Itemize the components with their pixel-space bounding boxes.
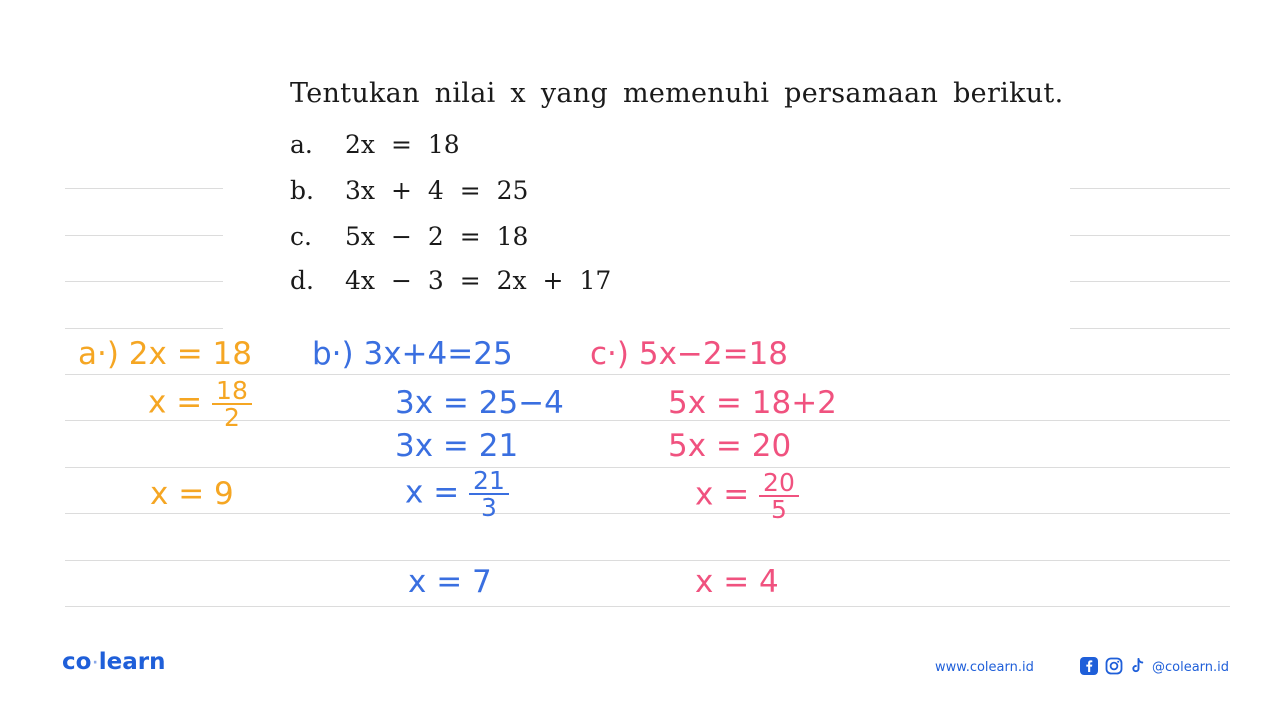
fraction-denominator: 5 <box>771 495 787 524</box>
tiktok-icon[interactable] <box>1129 657 1147 675</box>
ruled-line <box>65 467 1230 468</box>
facebook-icon[interactable] <box>1080 657 1098 675</box>
logo-text-co: co <box>62 649 92 675</box>
ruled-line <box>65 560 1230 561</box>
fraction-denominator: 2 <box>224 403 240 432</box>
instagram-icon[interactable] <box>1105 657 1123 675</box>
solution-a-line-3: x = 9 <box>150 476 234 512</box>
solution-a-line-1: a·) 2x = 18 <box>78 336 252 372</box>
item-equation: 5x − 2 = 18 <box>345 222 529 251</box>
solution-c-line-4 <box>695 470 799 522</box>
fraction-numerator: 21 <box>469 468 509 495</box>
ruled-line <box>1070 328 1230 329</box>
fraction-numerator: 18 <box>212 378 252 405</box>
ruled-line <box>65 606 1230 607</box>
fraction-lhs: x = <box>148 384 203 421</box>
solution-b-line-1: b·) 3x+4=25 <box>312 336 513 372</box>
fraction-lhs: x = <box>405 474 460 511</box>
social-handle[interactable]: @colearn.id <box>1152 660 1230 675</box>
fraction-numerator: 20 <box>759 470 799 497</box>
item-letter: d. <box>290 266 314 295</box>
ruled-line <box>1070 188 1230 189</box>
fraction-denominator: 3 <box>481 493 497 522</box>
problem-item-a <box>290 130 460 164</box>
website-link[interactable]: www.colearn.id <box>935 660 1034 675</box>
fraction <box>212 378 252 430</box>
ruled-line <box>65 235 223 236</box>
logo-dot: · <box>92 654 98 671</box>
item-equation: 3x + 4 = 25 <box>345 176 529 205</box>
item-letter: a. <box>290 130 313 159</box>
fraction <box>759 470 799 522</box>
ruled-line <box>1070 235 1230 236</box>
item-letter: b. <box>290 176 314 205</box>
fraction-lhs: x = <box>695 476 750 513</box>
ruled-line <box>65 188 223 189</box>
fraction <box>469 468 509 520</box>
problem-title: Tentukan nilai x yang memenuhi persamaan berikut. <box>290 78 1064 109</box>
item-equation: 2x = 18 <box>345 130 460 159</box>
solution-c-line-5: x = 4 <box>695 564 779 600</box>
solution-c-line-1: c·) 5x−2=18 <box>590 336 789 372</box>
ruled-line <box>1070 281 1230 282</box>
problem-item-c <box>290 222 528 256</box>
colearn-logo <box>62 649 166 675</box>
logo-text-learn: learn <box>98 649 166 675</box>
solution-a-line-2 <box>148 378 252 430</box>
solution-c-line-2: 5x = 18+2 <box>668 385 837 421</box>
item-equation: 4x − 3 = 2x + 17 <box>345 266 612 295</box>
ruled-line <box>65 281 223 282</box>
item-letter: c. <box>290 222 312 251</box>
ruled-line <box>65 374 1230 375</box>
solution-b-line-3: 3x = 21 <box>395 428 519 464</box>
ruled-line <box>65 513 1230 514</box>
problem-item-b <box>290 176 528 210</box>
solution-b-line-5: x = 7 <box>408 564 492 600</box>
solution-b-line-4 <box>405 468 509 520</box>
solution-c-line-3: 5x = 20 <box>668 428 792 464</box>
problem-item-d <box>290 266 611 300</box>
solution-b-line-2: 3x = 25−4 <box>395 385 564 421</box>
ruled-line <box>65 328 223 329</box>
